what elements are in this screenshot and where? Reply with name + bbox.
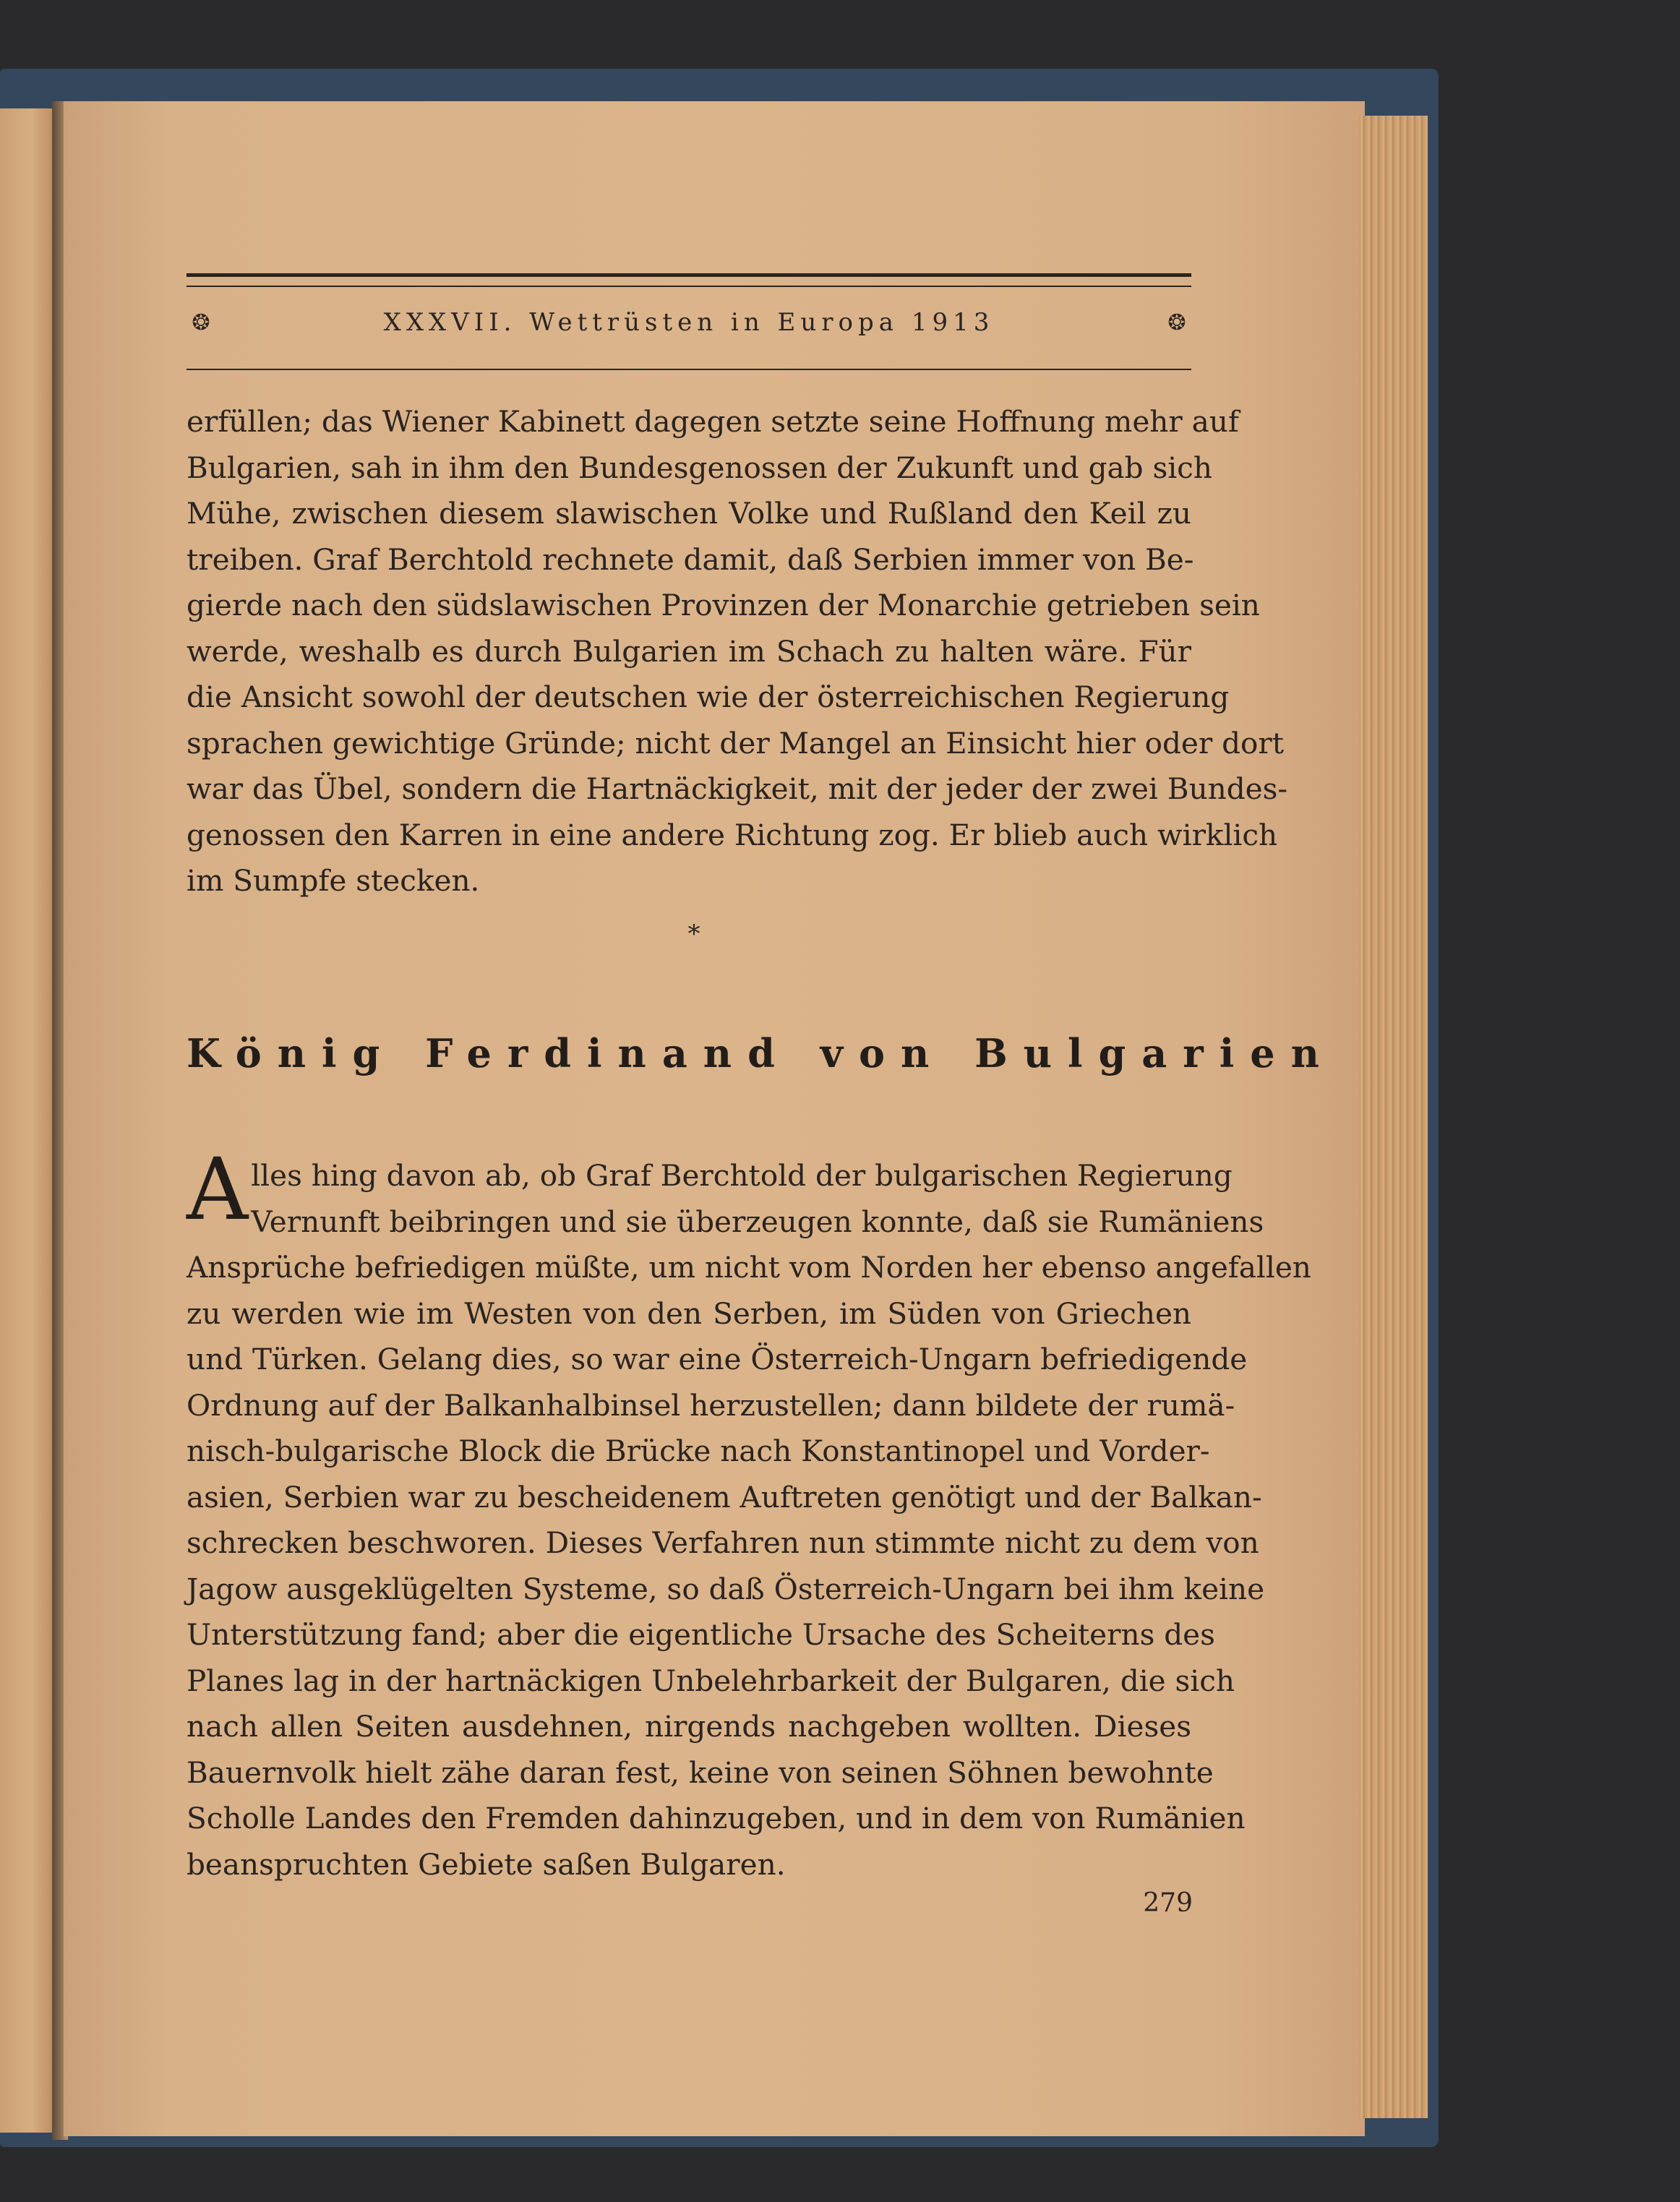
text-line: Ordnung auf der Balkanhalbinsel herzustellen; dann bildete der rumä-	[187, 1387, 1235, 1423]
text-line: erfüllen; das Wiener Kabinett dagegen setzte seine Hoffnung mehr auf	[187, 404, 1239, 439]
text-line: asien, Serbien war zu bescheidenem Auftreten genötigt und der Balkan-	[187, 1479, 1262, 1515]
text-line: die Ansicht sowohl der deutschen wie der österreichischen Regierung	[187, 680, 1230, 714]
running-head-title: XXXVII. Wettrüsten in Europa 1913	[383, 308, 995, 337]
drop-cap: A	[187, 1139, 249, 1239]
page-number: 279	[1143, 1888, 1193, 1918]
text-line: Bauernvolk hielt zähe daran fest, keine von seinen Söhnen bewohnte	[187, 1755, 1214, 1790]
text-line: Bulgarien, sah in ihm den Bundesgenossen der Zukunft und gab sich	[187, 450, 1212, 485]
section-separator: *	[687, 920, 700, 948]
text-line: nach allen Seiten ausdehnen, nirgends nachgeben wollten. Dieses	[187, 1709, 1191, 1744]
text-line: Jagow ausgeklügelten Systeme, so daß Österreich-Ungarn bei ihm keine	[187, 1571, 1265, 1606]
text-line: beanspruchten Gebiete saßen Bulgaren.	[187, 1846, 786, 1882]
text-line: Scholle Landes den Fremden dahinzugeben, und in dem von Rumänien	[187, 1801, 1246, 1835]
text-line: zu werden wie im Westen von den Serben, im Süden von Griechen	[187, 1295, 1191, 1331]
header-rule-thick	[187, 273, 1191, 277]
text-line: Unterstützung fand; aber die eigentliche Ursache des Scheiterns des	[187, 1617, 1215, 1652]
text-line: war das Übel, sondern die Hartnäckigkeit, mit der jeder der zwei Bundes-	[187, 771, 1288, 806]
text-line: Planes lag in der hartnäckigen Unbelehrbarkeit der Bulgaren, die sich	[187, 1663, 1235, 1698]
running-head	[187, 302, 1191, 343]
text-line: Ansprüche befriedigen müßte, um nicht vom Norden her ebenso angefallen	[187, 1250, 1311, 1285]
text-line: Vernunft beibringen und sie überzeugen konnte, daß sie Rumäniens	[251, 1204, 1264, 1239]
text-line: und Türken. Gelang dies, so war eine Österreich-Ungarn befriedigende	[187, 1342, 1248, 1376]
text-line: sprachen gewichtige Gründe; nicht der Mangel an Einsicht hier oder dort	[187, 725, 1285, 761]
page-edges	[1359, 116, 1428, 2118]
paragraph-2	[187, 1139, 1311, 1888]
text-line: Mühe, zwischen diesem slawischen Volke und Rußland den Keil zu	[187, 496, 1191, 531]
text-line: genossen den Karren in eine andere Richtung zog. Er blieb auch wirklich	[187, 817, 1278, 852]
paragraph-1	[187, 399, 1288, 904]
section-heading: König Ferdinand von Bulgarien	[187, 1030, 1335, 1076]
text-line: treiben. Graf Berchtold rechnete damit, daß Serbien immer von Be-	[187, 541, 1194, 577]
ornament-left-icon: ❂	[192, 309, 210, 335]
text-line: schrecken beschworen. Dieses Verfahren nun stimmte nicht zu dem von	[187, 1525, 1259, 1560]
text-line: im Sumpfe stecken.	[187, 863, 480, 898]
header-rule-bottom	[187, 369, 1191, 370]
ornament-right-icon: ❂	[1167, 309, 1186, 335]
header-rule-thin	[187, 286, 1191, 287]
text-line: nisch-bulgarische Block die Brücke nach Konstantinopel und Vorder-	[187, 1434, 1210, 1468]
left-page-edge	[0, 108, 52, 2133]
text-line: werde, weshalb es durch Bulgarien im Schach zu halten wäre. Für	[187, 633, 1191, 669]
text-line: gierde nach den südslawischen Provinzen der Monarchie getrieben sein	[187, 588, 1260, 622]
text-line: lles hing davon ab, ob Graf Berchtold der bulgarischen Regierung	[251, 1158, 1233, 1193]
